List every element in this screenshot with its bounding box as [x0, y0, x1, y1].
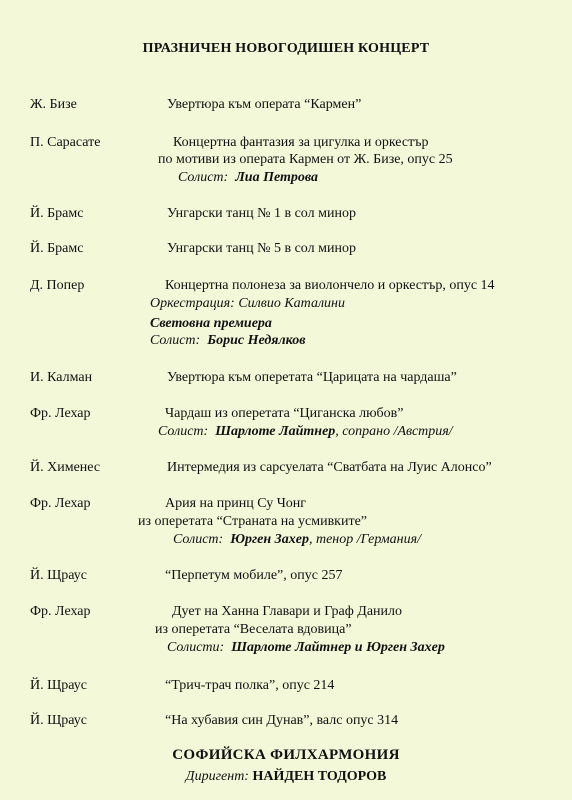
- soloist-name: Юрген Захер: [230, 532, 309, 547]
- work-title: Ария на принц Су Чонг: [165, 496, 307, 511]
- soloist-name: Борис Недялков: [207, 333, 306, 348]
- soloist-line: [173, 532, 421, 548]
- soloist-line: [158, 424, 453, 440]
- work-title: “На хубавия син Дунав”, валс опус 314: [165, 713, 399, 728]
- composer-name: Й. Щраус: [30, 713, 87, 728]
- soloist-name: Лиа Петрова: [235, 170, 319, 185]
- work-title: Интермедия из сарсуелата “Сватбата на Луис Алонсо”: [167, 460, 492, 475]
- soloist-name: Юрген Захер: [366, 640, 445, 655]
- composer-name: Й. Брамс: [30, 241, 84, 256]
- soloist-note: , тенор /Германия/: [308, 532, 421, 547]
- composer-name: Фр. Лехар: [30, 604, 91, 619]
- soloist-line: [178, 170, 318, 186]
- soloist-note: , сопрано /Австрия/: [335, 424, 453, 439]
- work-title: Увертюра към оперетата “Царицата на чардаша”: [167, 370, 457, 385]
- orchestra-name: СОФИЙСКА ФИЛХАРМОНИЯ: [172, 747, 400, 763]
- page-title: ПРАЗНИЧЕН НОВОГОДИШЕН КОНЦЕРТ: [142, 41, 430, 56]
- orchestrator-name: Силвио Каталини: [238, 296, 345, 311]
- composer-name: И. Калман: [30, 370, 93, 385]
- soloist-line: [150, 333, 306, 349]
- soloist-label: Солист:: [150, 333, 201, 348]
- soloist-label: Солисти:: [167, 640, 225, 655]
- work-title: Увертюра към операта “Кармен”: [167, 97, 362, 112]
- soloist-conjunction: и: [351, 640, 367, 655]
- composer-name: Д. Попер: [30, 278, 85, 293]
- soloist-name: Шарлоте Лайтнер: [231, 640, 352, 655]
- work-title: “Перпетум мобиле”, опус 257: [165, 568, 343, 583]
- composer-name: Фр. Лехар: [30, 496, 91, 511]
- composer-name: П. Сарасате: [30, 135, 101, 150]
- composer-name: Й. Щраус: [30, 568, 87, 583]
- work-title: Чардаш из оперетата “Циганска любов”: [165, 406, 404, 421]
- composer-name: Й. Щраус: [30, 678, 87, 693]
- composer-name: Фр. Лехар: [30, 406, 91, 421]
- work-title: Концертна полонеза за виолончело и оркестър, опус 14: [165, 278, 495, 293]
- conductor-line: [0, 769, 572, 785]
- soloist-line: [167, 640, 445, 656]
- work-title: Дует на Ханна Главари и Граф Данило: [172, 604, 403, 619]
- composer-name: Ж. Бизе: [30, 97, 77, 112]
- soloist-name: Шарлоте Лайтнер: [215, 424, 336, 439]
- work-subtitle: по мотиви из операта Кармен от Ж. Бизе, опус 25: [158, 152, 453, 167]
- work-subtitle: из оперетата “Страната на усмивките”: [138, 514, 368, 529]
- composer-name: Й. Брамс: [30, 206, 84, 221]
- work-subtitle: из оперетата “Веселата вдовица”: [155, 622, 352, 637]
- orchestration-line: [150, 296, 345, 312]
- work-title: Унгарски танц № 5 в сол минор: [167, 241, 356, 256]
- composer-name: Й. Хименес: [30, 460, 101, 475]
- soloist-label: Солист:: [173, 532, 224, 547]
- conductor-label: Диригент:: [185, 769, 249, 784]
- conductor-name: НАЙДЕН ТОДОРОВ: [252, 769, 387, 784]
- orchestration-label: Оркестрация:: [150, 296, 235, 311]
- soloist-label: Солист:: [178, 170, 229, 185]
- premiere-note: Световна премиера: [150, 316, 272, 331]
- work-title: Концертна фантазия за цигулка и оркестър: [173, 135, 429, 150]
- work-title: Унгарски танц № 1 в сол минор: [167, 206, 356, 221]
- soloist-label: Солист:: [158, 424, 209, 439]
- work-title: “Трич-трач полка”, опус 214: [165, 678, 335, 693]
